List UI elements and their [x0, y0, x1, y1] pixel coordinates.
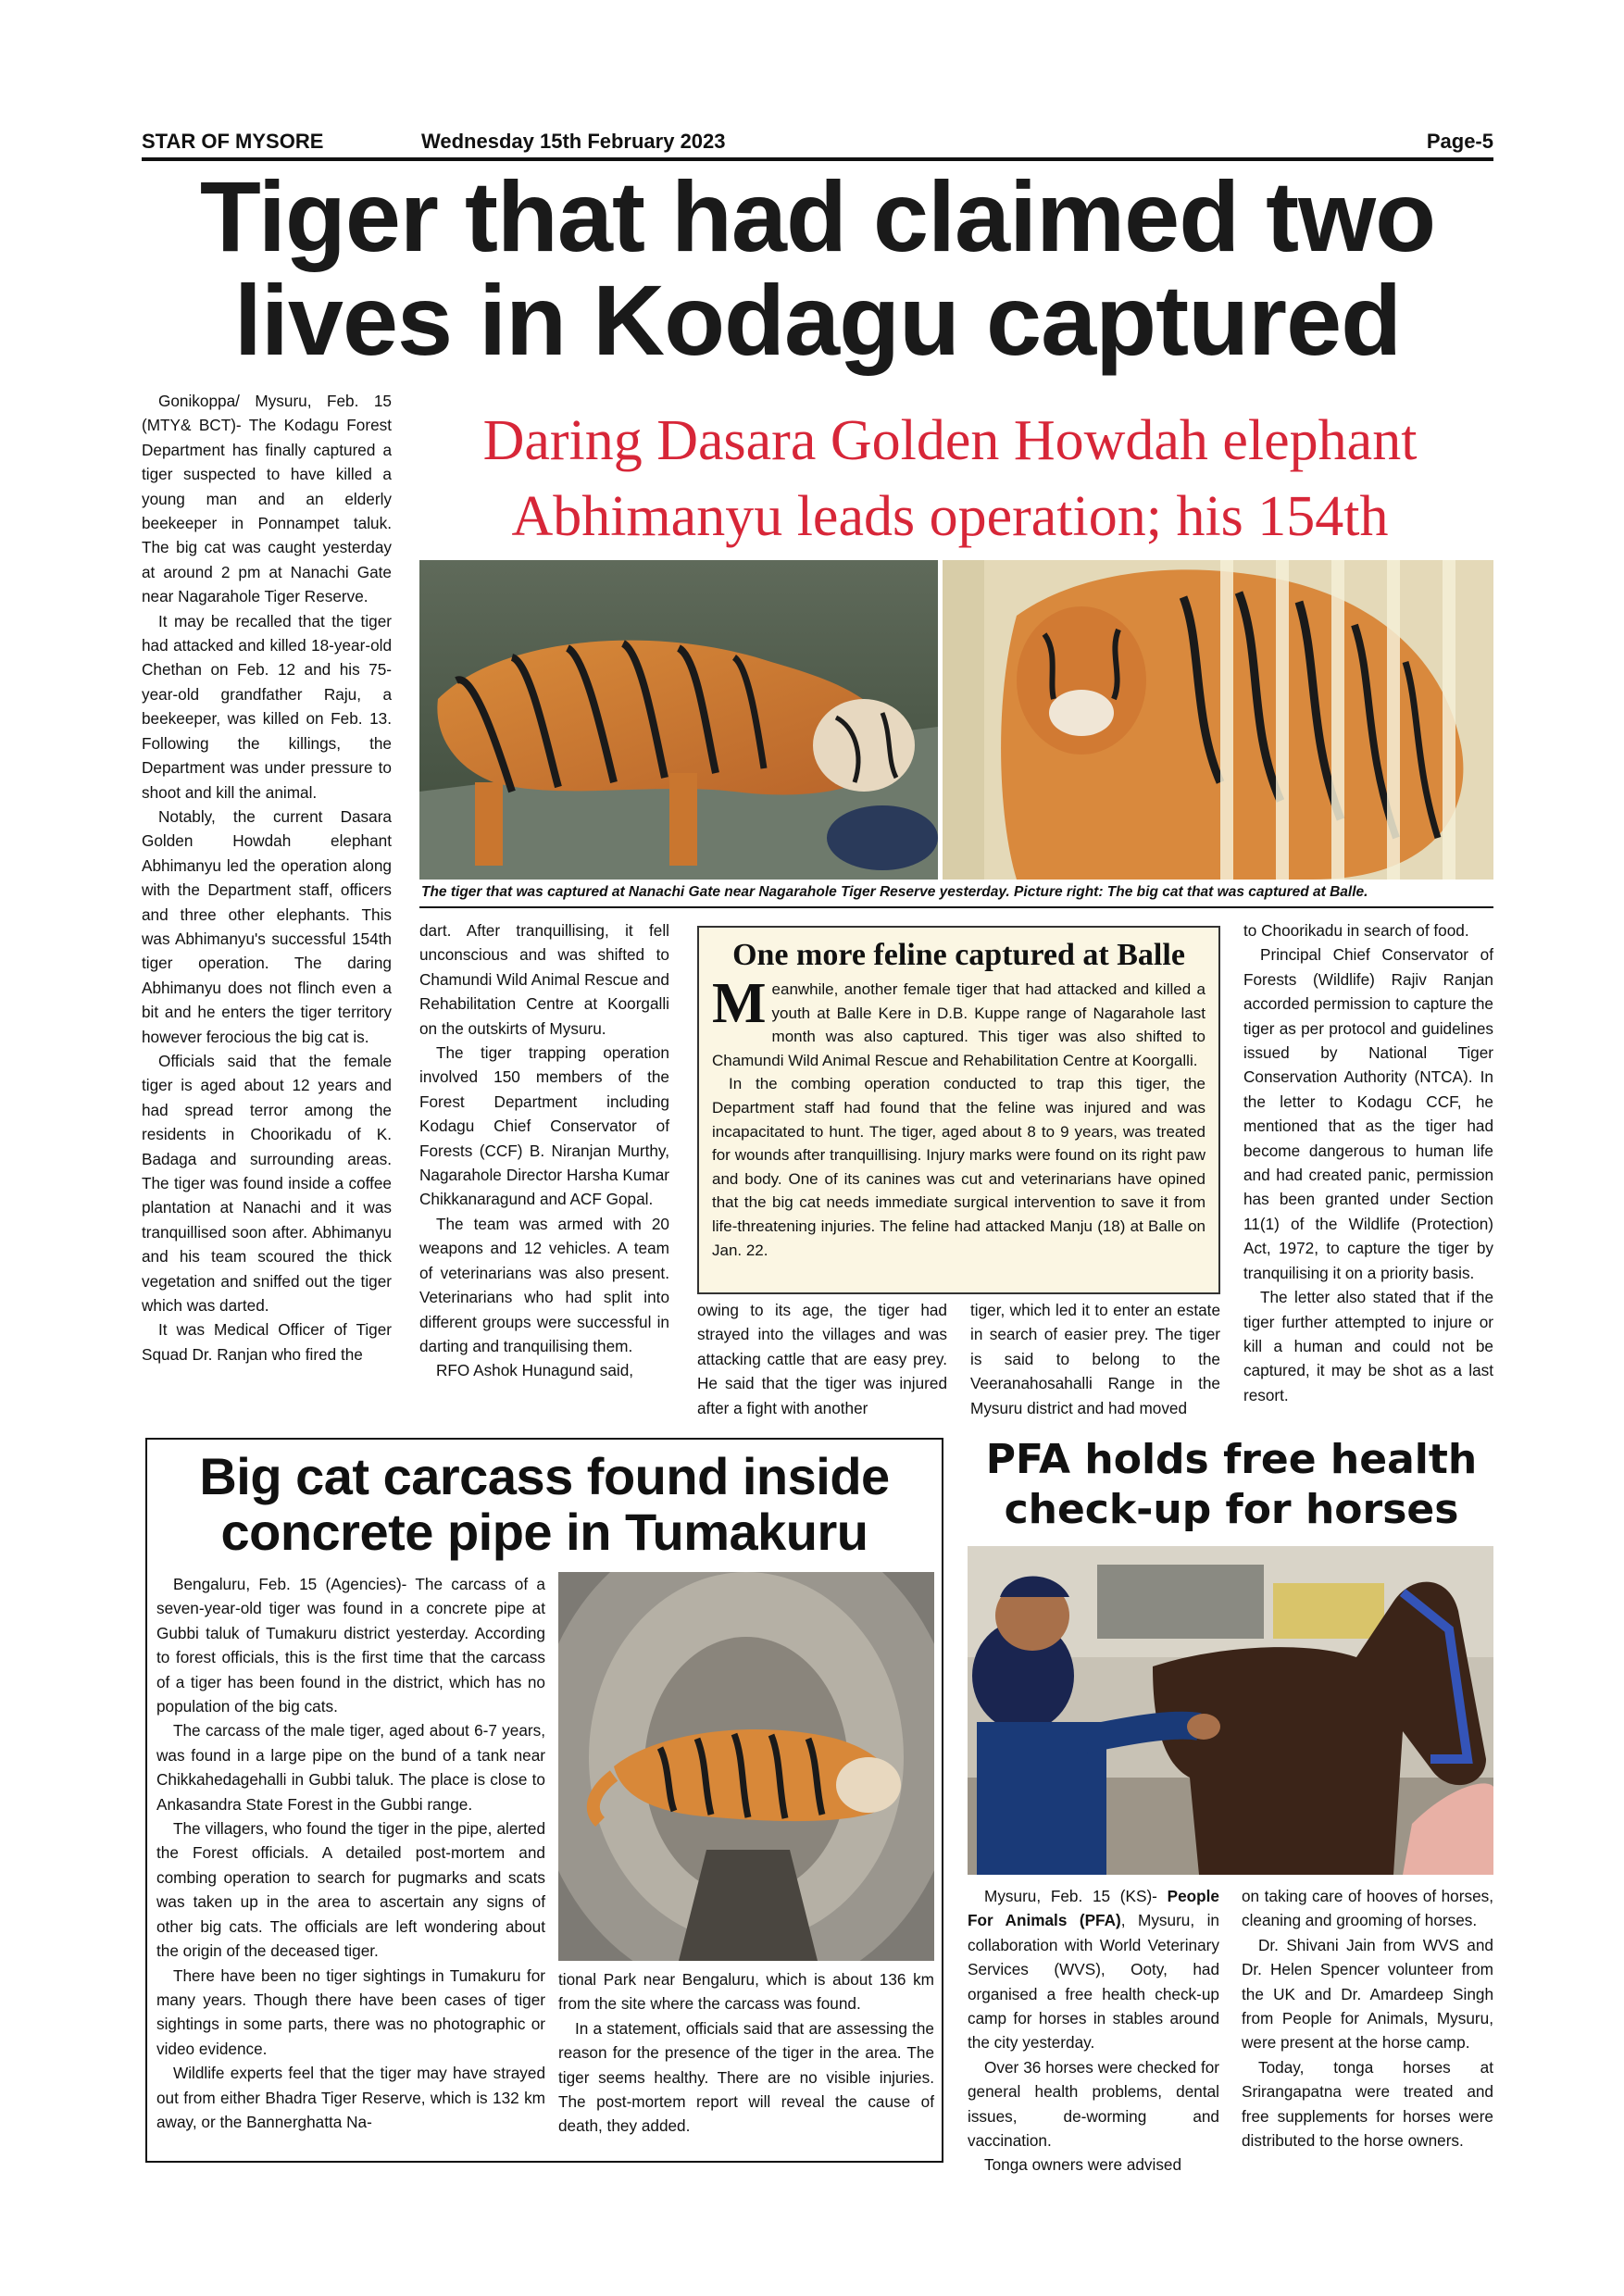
lead-col5-p2: Principal Chief Conservator of Forests (Wildlife) Rajiv Ranjan accorded permission to capture the tiger as per protocol and guidelines issued by National Tiger Conservation Authority (NTCA). In the letter to Kodagu CCF, he mentioned that as the tiger had become dangerous to human life and had created panic, permission has been granted under Section 11(1) of the Wildlife (Protection) Act, 1972, to capture the tiger by tranquilising it on a priority basis.: [1243, 945, 1493, 1282]
lead-column-4: [970, 1298, 1220, 1420]
story-big-cat-carcass: [145, 1438, 943, 2163]
lead-headline-line2: lives in Kodagu captured: [233, 264, 1402, 376]
story2-column-2: [558, 1967, 934, 2139]
lead-column-2: [419, 918, 669, 1383]
story3-col2-p1: on taking care of hooves of horses, cleaning and grooming of horses.: [1242, 1887, 1493, 1930]
sidebar-para1: eanwhile, another female tiger that had attacked and killed a youth at Balle Kere in D.B. Kuppe range of Nagarahole last month was also captured. This tiger was also shifted to Chamundi Wild Animal Rescue and Rehabilitation Centre at Koorgalli.: [712, 980, 1206, 1069]
story2-col2-p1: tional Park near Bengaluru, which is about 136 km from the site where the carcass was found.: [558, 1970, 934, 2014]
story3-headline: [968, 1435, 1495, 1535]
story3-column-2: [1242, 1884, 1493, 2152]
story3-col1-p2: Over 36 horses were checked for general health problems, dental issues, de-worming and vaccination.: [968, 2057, 1219, 2151]
story2-col1-p2: The carcass of the male tiger, aged about 6-7 years, was found in a large pipe on the bund of a tank near Chikkahedagehalli in Gubbi taluk. The place is close to Ankasandra State Forest in the Gubbi range.: [156, 1721, 545, 1814]
story3-headline-line1: PFA holds free health: [985, 1436, 1478, 1483]
story3-dateline: Mysuru, Feb. 15 (KS)-: [984, 1887, 1168, 1905]
lead-col3-p1: owing to its age, the tiger had strayed into the villages and was attacking cattle that are easy prey. He said that the tiger was injured after a fight with another: [697, 1301, 947, 1417]
story2-column-1: [156, 1572, 545, 2134]
story2-headline-line2: concrete pipe in Tumakuru: [220, 1503, 868, 1561]
lead-col1-p1: Gonikoppa/ Mysuru, Feb. 15 (MTY& BCT)- The Kodagu Forest Department has finally captured a tiger suspected to have killed a young man and an elderly beekeeper in Ponnampet taluk. The big cat was caught yesterday at around 2 pm at Nanachi Gate near Nagarahole Tiger Reserve.: [142, 392, 392, 606]
lead-col1-p5: It was Medical Officer of Tiger Squad Dr. Ranjan who fired the: [142, 1320, 392, 1364]
lead-headline-line1: Tiger that had claimed two: [199, 160, 1436, 272]
story2-col1-p1: Bengaluru, Feb. 15 (Agencies)- The carcass of a seven-year-old tiger was found in a concrete pipe at Gubbi taluk of Tumakuru district yesterday. According to forest officials, this is the first time that the carcass of a tiger has been found in the district, which has no population of the big cats.: [156, 1575, 545, 1716]
lead-col1-p3: Notably, the current Dasara Golden Howdah elephant Abhimanyu led the operation along with the Department staff, officers and three other elephants. This was Abhimanyu's successful 154th tiger operation. The daring Abhimanyu does not flinch even a bit and he enters the tiger territory however ferocious the big cat is.: [142, 806, 392, 1046]
lead-col1-p2: It may be recalled that the tiger had attacked and killed 18-year-old Chethan on Feb. 12 and his 75-year-old grandfather Raju, a beekeeper, was killed on Feb. 13. Following the killings, the Department was under pressure to shoot and kill the animal.: [142, 611, 392, 802]
story3-col1-text: , Mysuru, in collaboration with World Veterinary Services (WVS), Ooty, had organised a free health check-up camp for horses in stables around the city yesterday.: [968, 1911, 1219, 2053]
issue-date: Wednesday 15th February 2023: [421, 130, 726, 153]
story2-col1-p3: The villagers, who found the tiger in the pipe, alerted the Forest officials. A detailed post-mortem and combing operation to search for pugmarks and scats was taken up in the area to ascertain any signs of other big cats. The officials are left wondering about the origin of the deceased tiger.: [156, 1819, 545, 1961]
paper-name: STAR OF MYSORE: [142, 130, 324, 153]
lead-col2-p2: The tiger trapping operation involved 150 members of the Forest Department including Kodagu Chief Conservator of Forests (CCF) B. Niranjan Murthy, Nagarahole Director Harsha Kumar Chikkanaragund and ACF Gopal.: [419, 1043, 669, 1209]
tiger-photo: [419, 560, 938, 880]
lead-subhead-line2: Abhimanyu leads operation; his 154th: [511, 485, 1389, 548]
lead-col5-p1: to Choorikadu in search of food.: [1243, 921, 1469, 940]
story2-headline: [147, 1449, 942, 1560]
lead-col2-p3: The team was armed with 20 weapons and 12 vehicles. A team of veterinarians was also present. Veterinarians who had split into different groups were successful in darting and tranquilising them.: [419, 1214, 669, 1355]
lead-subhead-line1: Daring Dasara Golden Howdah elephant: [482, 409, 1418, 472]
lead-headline: [142, 160, 1493, 376]
sidebar-title: One more feline captured at Balle: [732, 938, 1185, 972]
story2-col1-p5: Wildlife experts feel that the tiger may have strayed out from either Bhadra Tiger Reserve, which is 132 km away, or the Bannerghatta Na-: [156, 2064, 545, 2131]
lead-col4-p1: tiger, which led it to enter an estate in search of easier prey. The tiger is said to belong to the Veeranahosahalli Range in the Mysuru district and had moved: [970, 1301, 1220, 1417]
lead-col5-p3: The letter also stated that if the tiger further attempted to injure or kill a human and could not be captured, it may be shot as a last resort.: [1243, 1288, 1493, 1404]
sidebar-box: [697, 926, 1220, 1294]
story3-col1-p1: [968, 1884, 1219, 2055]
story3-col2-p3: Today, tonga horses at Srirangapatna were treated and free supplements for horses were distributed to the horse owners.: [1242, 2057, 1493, 2151]
masthead: [142, 128, 1493, 161]
sidebar-body: [712, 972, 1206, 1262]
caged-tiger-photo: [943, 560, 1493, 880]
story3-headline-line2: check-up for horses: [1004, 1486, 1459, 1533]
lead-column-1: [142, 389, 392, 1366]
story3-col2-p2: Dr. Shivani Jain from WVS and Dr. Helen Spencer volunteer from the UK and Dr. Amardeep Singh from People for Animals, Mysuru, were present at the horse camp.: [1242, 1935, 1493, 2053]
sidebar-para2: In the combing operation conducted to trap this tiger, the Department staff had found that the feline was injured and was incapacitated to hunt. The tiger, aged about 8 to 9 years, was treated for wounds after tranquillising. Injury marks were found on its right paw and body. One of its canines was cut and veterinarians have opined that the big cat needs immediate surgical intervention to save it from life-threatening injuries. The feline had attacked Manju (18) at Balle on Jan. 22.: [712, 1075, 1206, 1259]
lead-column-3: [697, 1298, 947, 1420]
sidebar-dropcap: M: [712, 972, 767, 1035]
pipe-tiger-photo: [558, 1572, 934, 1961]
story3-org-name: People For Animals (PFA): [968, 1887, 1219, 1930]
lead-column-5: [1243, 918, 1493, 1407]
lead-col1-p4: Officials said that the female tiger is aged about 12 years and had spread terror among the residents in Choorikadu of K. Badaga and surrounding areas. The tiger was found inside a coffee plantation at Nanachi and it was tranquillised soon after. Abhimanyu and his team scoured the thick vegetation and sniffed out the tiger which was darted.: [142, 1051, 392, 1316]
story2-headline-line1: Big cat carcass found inside: [199, 1447, 890, 1505]
lead-col2-p4: RFO Ashok Hunagund said,: [436, 1361, 634, 1380]
page-number: Page-5: [1426, 130, 1493, 153]
story3-column-1: [968, 1884, 1219, 2177]
horse-checkup-photo: [968, 1546, 1493, 1875]
story2-col2-p2: In a statement, officials said that are assessing the reason for the presence of the tiger in the area. The tiger seems healthy. There are no visible injuries. The post-mortem report will reveal the cause of death, they added.: [558, 2018, 934, 2136]
story3-col1-p3: Tonga owners were advised: [984, 2155, 1182, 2175]
story-pfa-horses: [968, 1435, 1495, 1535]
lead-subhead: [407, 403, 1493, 555]
story2-col1-p4: There have been no tiger sightings in Tumakuru for many years. Though there have been cases of tiger sightings in some parts, there was no photographic or video evidence.: [156, 1965, 545, 2058]
lead-col2-p1: dart. After tranquillising, it fell unconscious and was shifted to Chamundi Wild Animal Rescue and Rehabilitation Centre at Koorgalli on the outskirts of Mysuru.: [419, 921, 669, 1038]
lead-photo-caption: The tiger that was captured at Nanachi Gate near Nagarahole Tiger Reserve yesterday. Picture right: The big cat that was captured at Balle.: [419, 882, 1493, 908]
